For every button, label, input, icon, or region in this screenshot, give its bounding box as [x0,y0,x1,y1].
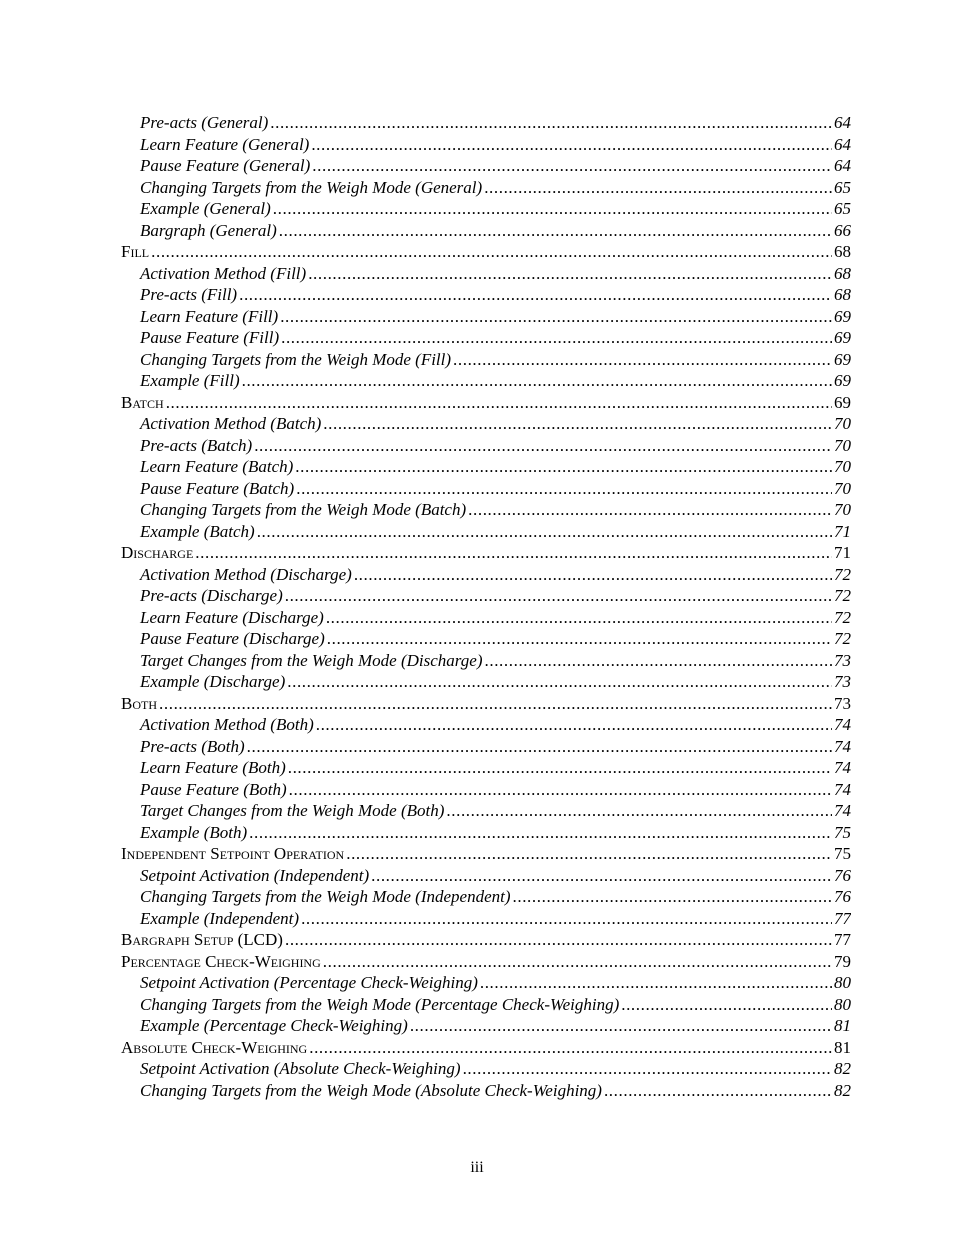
toc-subsection-entry[interactable] [121,306,851,328]
toc-entry-page: 65 [834,177,851,197]
toc-entry-title: Example (Independent) [140,908,300,928]
toc-entry-title: Changing Targets from the Weigh Mode (Percentage Check-Weighing) [140,994,620,1014]
toc-section-entry[interactable] [121,929,851,951]
toc-subsection-entry[interactable] [121,607,851,629]
toc-dot-leader [254,435,832,457]
toc-entry-title: Discharge [121,543,194,562]
toc-dot-leader [279,220,832,242]
toc-entry-title: Changing Targets from the Weigh Mode (Independent) [140,887,511,906]
toc-entry-page: 82 [834,1080,851,1100]
toc-dot-leader [446,800,832,822]
toc-subsection-entry[interactable] [121,155,851,177]
toc-entry-page: 70 [834,500,851,519]
toc-subsection-entry[interactable] [121,177,851,199]
toc-dot-leader [354,564,832,586]
toc-entry-page: 66 [834,220,851,240]
toc-entry-title: Pause Feature (General) [140,156,311,175]
toc-subsection-entry[interactable] [121,714,851,736]
toc-entry-title: Activation Method (Fill) [140,263,307,283]
toc-dot-leader [289,779,832,801]
toc-entry-title: Example (Percentage Check-Weighing) [140,1016,408,1035]
toc-dot-leader [257,521,832,543]
toc-subsection-entry[interactable] [121,220,851,242]
toc-dot-leader [468,499,832,521]
toc-subsection-entry[interactable] [121,521,851,543]
toc-entry-page: 69 [834,306,851,326]
toc-dot-leader [604,1080,832,1102]
page-number: iii [470,1159,484,1176]
toc-entry-page: 72 [834,564,851,584]
toc-dot-leader [346,843,832,865]
toc-subsection-entry[interactable] [121,779,851,801]
toc-dot-leader [239,284,832,306]
toc-dot-leader [285,929,832,951]
toc-entry-page: 72 [834,607,851,627]
toc-entry-title: Setpoint Activation (Percentage Check-Weighing) [140,973,478,992]
toc-entry-title: Changing Targets from the Weigh Mode (Absolute Check-Weighing) [140,1080,602,1100]
toc-section-entry[interactable] [121,693,851,715]
toc-section-entry[interactable] [121,542,851,564]
toc-dot-leader [309,1037,832,1059]
toc-entry-title: Absolute Check-Weighing [121,1037,308,1057]
toc-entry-title: Learn Feature (General) [140,134,310,154]
toc-section-entry[interactable] [121,1037,851,1059]
toc-entry-title: Pre-acts (General) [140,113,269,132]
toc-entry-page: 72 [834,629,851,648]
toc-subsection-entry[interactable] [121,908,851,930]
toc-dot-leader [273,198,832,220]
toc-dot-leader [281,327,832,349]
toc-subsection-entry[interactable] [121,456,851,478]
toc-entry-title: Changing Targets from the Weigh Mode (Batch) [140,500,467,519]
toc-entry-title: Pre-acts (Fill) [140,285,238,304]
toc-entry-page: 76 [834,865,851,885]
toc-entry-title: Example (Both) [140,822,248,842]
toc-subsection-entry[interactable] [121,284,851,306]
toc-subsection-entry[interactable] [121,134,851,156]
toc-subsection-entry[interactable] [121,499,851,521]
toc-subsection-entry[interactable] [121,800,851,822]
toc-entry-page: 68 [834,285,851,304]
toc-entry-title: Independent Setpoint Operation [121,844,345,863]
toc-dot-leader [485,650,833,672]
toc-dot-leader [621,994,832,1016]
toc-entry-page: 80 [834,973,851,992]
toc-entry-page: 74 [834,779,851,799]
toc-entry-title: Target Changes from the Weigh Mode (Both) [140,801,445,820]
toc-entry-title: Batch [121,392,164,412]
toc-entry-page: 73 [834,650,851,670]
toc-entry-page: 72 [834,586,851,605]
toc-dot-leader [308,263,832,285]
toc-dot-leader [327,628,832,650]
toc-subsection-entry[interactable] [121,478,851,500]
toc-subsection-entry[interactable] [121,1058,851,1080]
toc-subsection-entry[interactable] [121,650,851,672]
toc-dot-leader [249,822,832,844]
toc-entry-title: Example (Discharge) [140,672,286,691]
toc-entry-page: 75 [834,844,851,863]
toc-entry-title: Bargraph (General) [140,220,277,240]
toc-dot-leader [301,908,832,930]
toc-entry-title: Pre-acts (Discharge) [140,586,283,605]
toc-entry-page: 69 [834,371,851,390]
toc-entry-title: Pause Feature (Batch) [140,478,295,498]
toc-dot-leader [288,757,832,779]
toc-entry-title: Pause Feature (Fill) [140,328,280,347]
toc-entry-title: Bargraph Setup (LCD) [121,930,283,949]
toc-entry-title: Learn Feature (Discharge) [140,607,324,627]
toc-dot-leader [242,370,832,392]
toc-dot-leader [296,478,832,500]
toc-entry-page: 81 [834,1016,851,1035]
toc-entry-title: Pre-acts (Both) [140,736,245,756]
toc-subsection-entry[interactable] [121,585,851,607]
toc-section-entry[interactable] [121,392,851,414]
toc-subsection-entry[interactable] [121,972,851,994]
toc-entry-title: Percentage Check-Weighing [121,951,321,971]
toc-entry-title: Activation Method (Both) [140,715,314,734]
toc-dot-leader [480,972,832,994]
toc-dot-leader [312,155,832,177]
toc-entry-title: Pre-acts (Batch) [140,435,253,455]
toc-section-entry[interactable] [121,241,851,263]
toc-entry-page: 68 [834,263,851,283]
toc-subsection-entry[interactable] [121,564,851,586]
toc-entry-page: 65 [834,199,851,218]
toc-dot-leader [323,413,832,435]
toc-subsection-entry[interactable] [121,349,851,371]
toc-entry-page: 70 [834,457,851,476]
toc-entry-page: 79 [834,951,851,971]
toc-entry-page: 69 [834,349,851,369]
toc-entry-page: 75 [834,822,851,842]
toc-subsection-entry[interactable] [121,435,851,457]
toc-subsection-entry[interactable] [121,263,851,285]
toc-dot-leader [463,1058,832,1080]
toc-entry-title: Changing Targets from the Weigh Mode (General) [140,177,483,197]
toc-subsection-entry[interactable] [121,112,851,134]
toc-dot-leader [323,951,832,973]
table-of-contents [121,112,851,1101]
toc-subsection-entry[interactable] [121,886,851,908]
toc-dot-leader [151,241,832,263]
toc-entry-page: 70 [834,478,851,498]
toc-entry-page: 64 [834,156,851,175]
toc-entry-title: Target Changes from the Weigh Mode (Discharge) [140,650,483,670]
toc-subsection-entry[interactable] [121,628,851,650]
toc-dot-leader [371,865,832,887]
toc-entry-page: 77 [834,930,851,949]
toc-subsection-entry[interactable] [121,413,851,435]
toc-entry-page: 73 [834,693,851,713]
toc-entry-title: Learn Feature (Fill) [140,306,279,326]
toc-subsection-entry[interactable] [121,370,851,392]
toc-entry-page: 71 [834,543,851,562]
toc-entry-title: Setpoint Activation (Independent) [140,865,370,885]
toc-entry-page: 81 [834,1037,851,1057]
toc-subsection-entry[interactable] [121,327,851,349]
toc-subsection-entry[interactable] [121,822,851,844]
toc-dot-leader [311,134,832,156]
toc-subsection-entry[interactable] [121,1080,851,1102]
toc-entry-page: 74 [834,801,851,820]
toc-dot-leader [295,456,832,478]
toc-entry-page: 76 [834,887,851,906]
toc-dot-leader [410,1015,832,1037]
toc-entry-title: Both [121,693,158,713]
toc-entry-page: 82 [834,1059,851,1078]
toc-dot-leader [247,736,832,758]
toc-dot-leader [484,177,832,199]
toc-subsection-entry[interactable] [121,994,851,1016]
toc-dot-leader [513,886,833,908]
toc-subsection-entry[interactable] [121,1015,851,1037]
toc-dot-leader [326,607,832,629]
toc-dot-leader [285,585,832,607]
toc-entry-page: 69 [834,328,851,347]
toc-entry-page: 68 [834,242,851,261]
toc-subsection-entry[interactable] [121,865,851,887]
toc-entry-title: Example (Fill) [140,371,240,390]
toc-entry-title: Example (Batch) [140,521,255,541]
toc-dot-leader [166,392,832,414]
toc-dot-leader [453,349,832,371]
toc-entry-title: Example (General) [140,199,271,218]
toc-entry-page: 73 [834,672,851,691]
toc-entry-page: 77 [834,908,851,928]
toc-entry-title: Activation Method (Batch) [140,414,322,433]
toc-entry-title: Learn Feature (Batch) [140,457,294,476]
toc-subsection-entry[interactable] [121,736,851,758]
toc-entry-page: 80 [834,994,851,1014]
toc-entry-page: 64 [834,113,851,132]
toc-dot-leader [195,542,832,564]
toc-entry-title: Setpoint Activation (Absolute Check-Weighing) [140,1059,461,1078]
toc-subsection-entry[interactable] [121,671,851,693]
toc-subsection-entry[interactable] [121,198,851,220]
toc-dot-leader [280,306,832,328]
toc-entry-title: Activation Method (Discharge) [140,564,352,584]
toc-entry-page: 64 [834,134,851,154]
toc-entry-title: Changing Targets from the Weigh Mode (Fill) [140,349,452,369]
toc-entry-title: Learn Feature (Both) [140,758,286,777]
toc-entry-page: 74 [834,758,851,777]
toc-entry-page: 74 [834,736,851,756]
toc-dot-leader [159,693,832,715]
toc-dot-leader [270,112,832,134]
toc-section-entry[interactable] [121,951,851,973]
toc-dot-leader [316,714,832,736]
toc-dot-leader [287,671,832,693]
toc-entry-title: Fill [121,242,150,261]
toc-entry-page: 69 [834,392,851,412]
toc-section-entry[interactable] [121,843,851,865]
toc-subsection-entry[interactable] [121,757,851,779]
toc-entry-page: 74 [834,715,851,734]
toc-entry-page: 70 [834,414,851,433]
toc-entry-title: Pause Feature (Discharge) [140,629,325,648]
toc-entry-page: 71 [834,521,851,541]
toc-entry-page: 70 [834,435,851,455]
toc-entry-title: Pause Feature (Both) [140,779,287,799]
